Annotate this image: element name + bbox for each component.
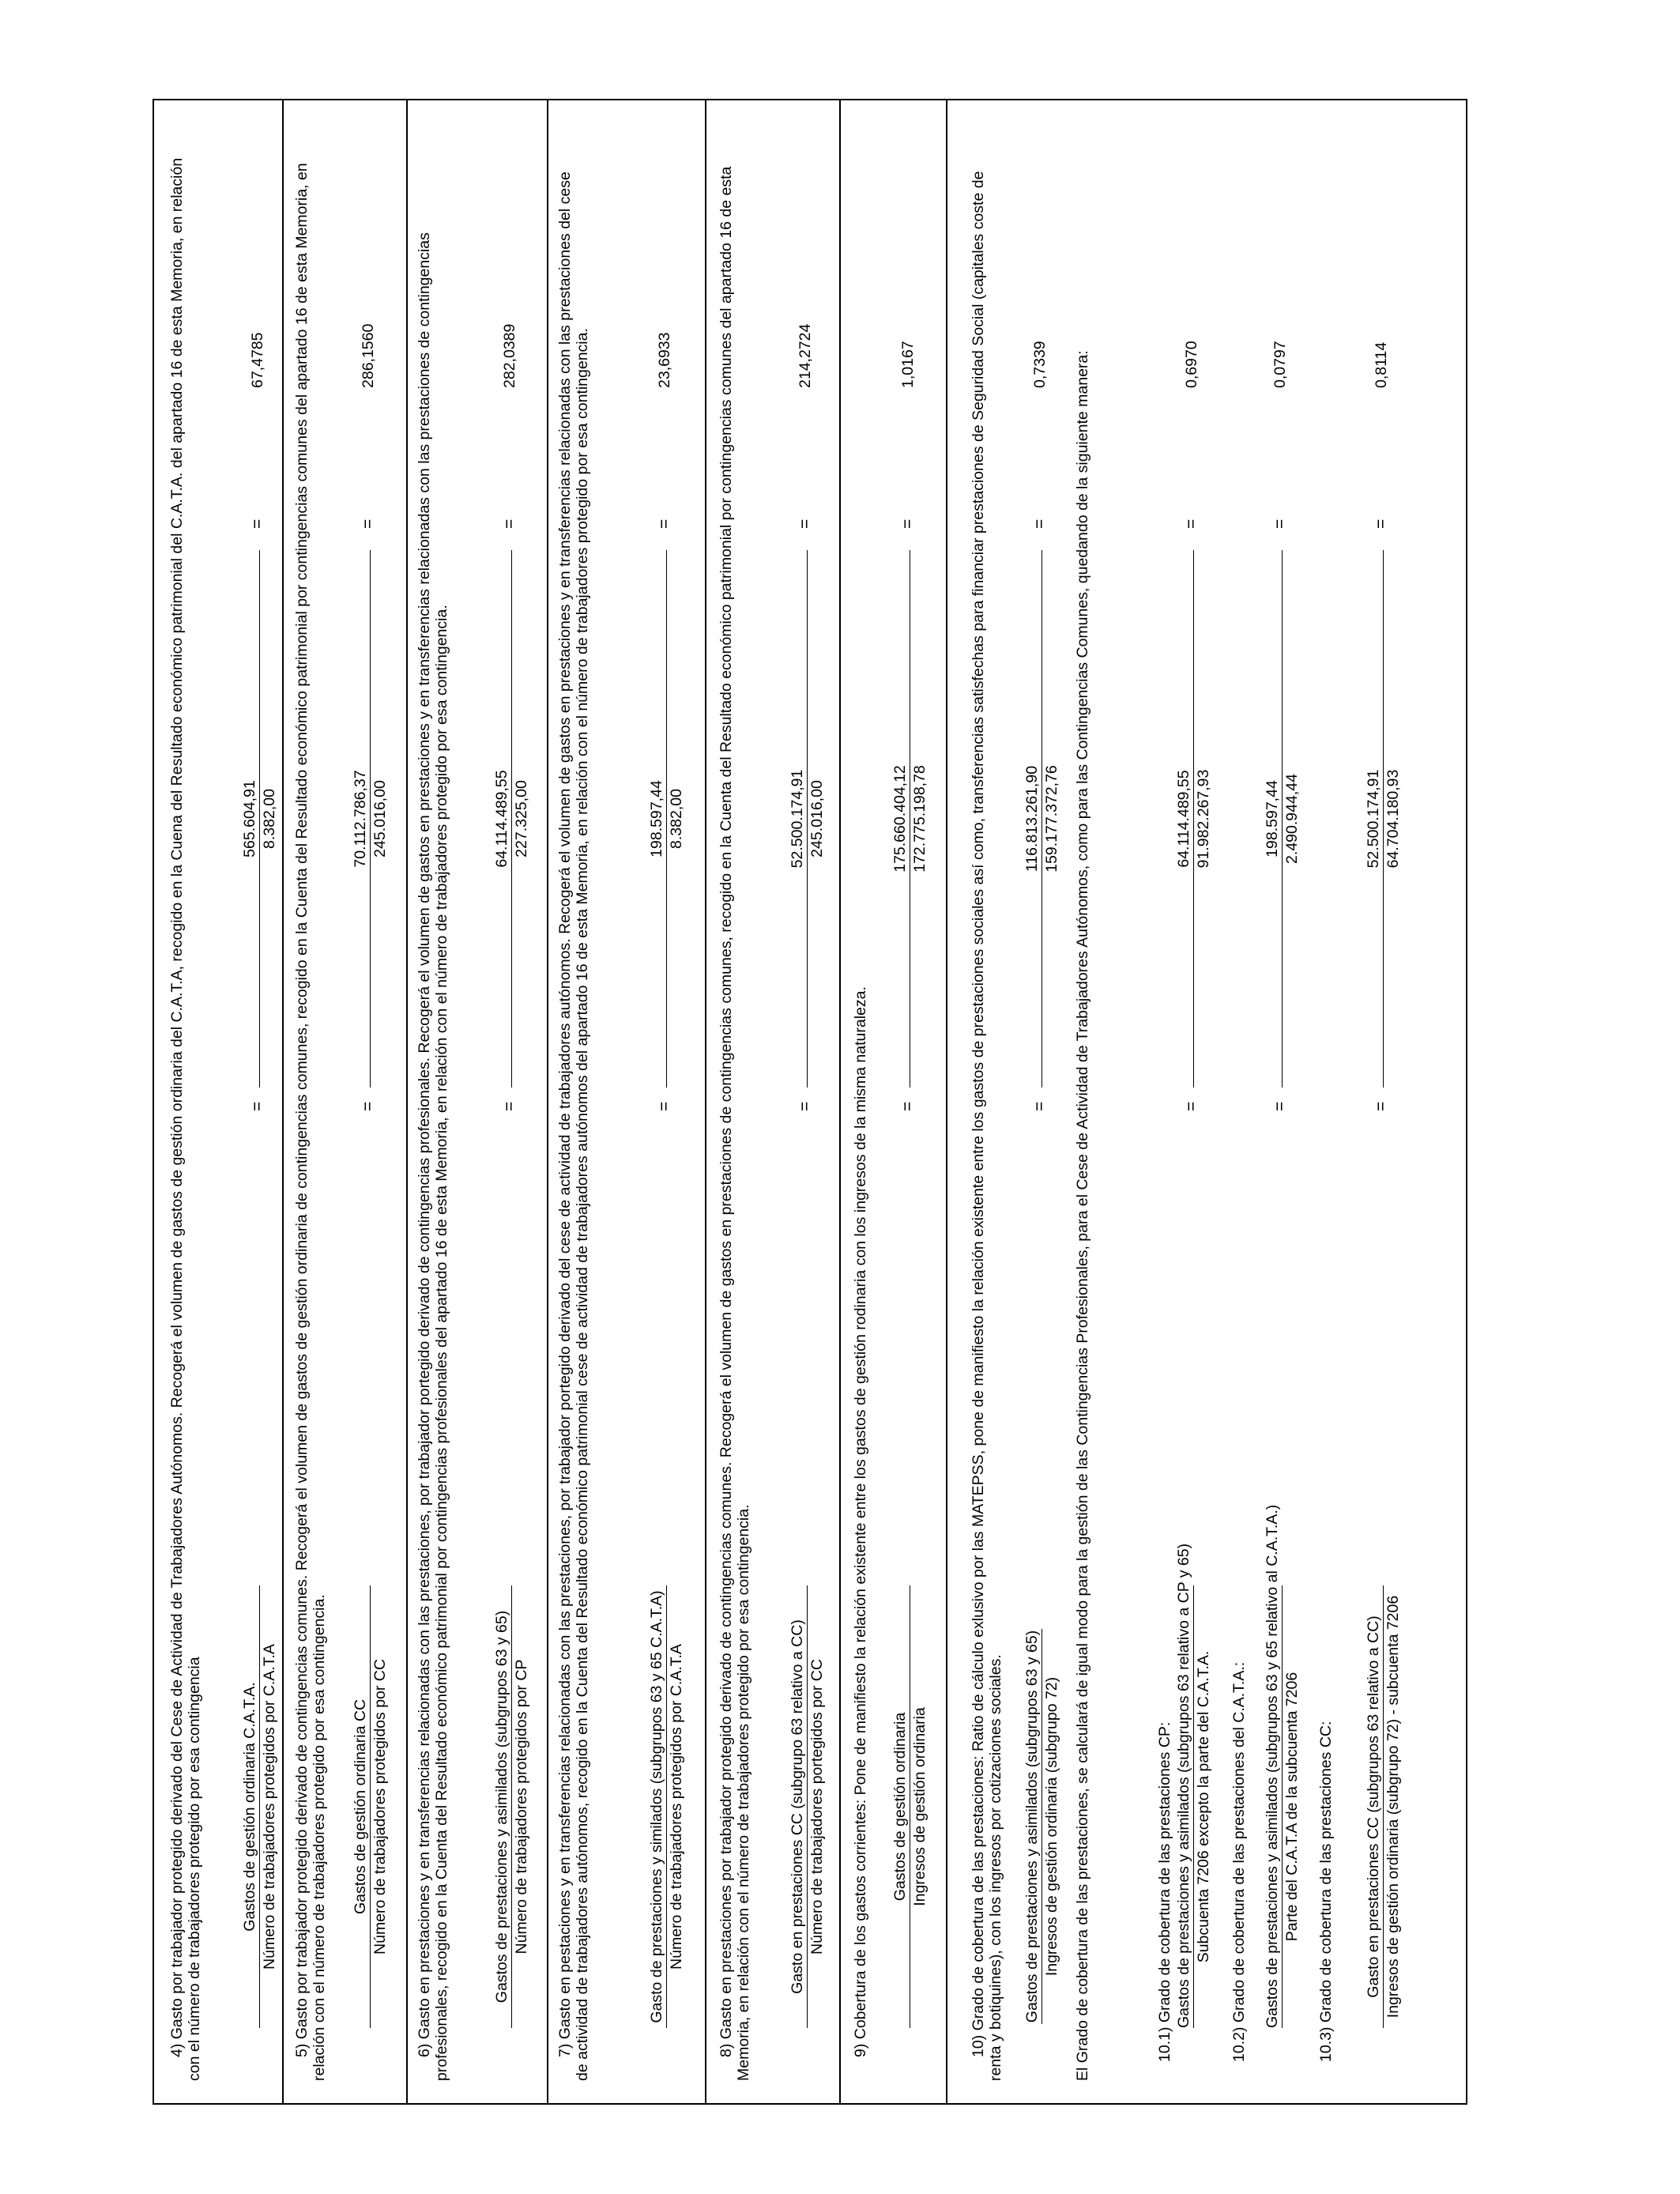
label-denominator: Parte del C.A.T.A de la subcuenta 7206 bbox=[1283, 1672, 1301, 1942]
section-6-intro: 6) Gasto en prestaciones y en transferencias relacionadas con las prestaciones, por trabajador portegido derivado de contingencias profesionales. Recogerá el volumen de gastos en prestaciones y en transferencias relacionadas con las prestaciones de contingencias profesionales, recogido en la Cuenta del Resultado económico patrimonial por contingencias profesionales del apartado 16 de esta Memoria, en relación con el número de trabajadores protegido por esa contingencia. bbox=[416, 232, 450, 2081]
sub-10-3-result: 0,8114 bbox=[1373, 341, 1390, 388]
fraction-line bbox=[370, 550, 371, 1088]
equals-sign: = bbox=[359, 1101, 377, 1111]
value-denominator: 227.325,00 bbox=[513, 780, 530, 858]
equals-sign: = bbox=[796, 1101, 814, 1111]
label-denominator: Número de trabajadores protegidos por CP bbox=[513, 1659, 530, 1955]
label-denominator: Ingresos de gestión ordinaria bbox=[911, 1707, 929, 1906]
equals-sign: = bbox=[500, 1101, 518, 1111]
sub-10-3-title: 10.3) Grado de cobertura de las prestaciones CC: bbox=[1317, 1721, 1335, 2062]
value-numerator: 198.597,44 bbox=[648, 780, 665, 858]
value-numerator: 52.500.174,91 bbox=[1365, 769, 1382, 869]
fraction-line bbox=[807, 550, 808, 1088]
label-denominator: Número de trabajadores protegidos por C.A.T.A bbox=[668, 1644, 685, 1970]
section-4-result: 67,4785 bbox=[249, 332, 266, 388]
equals-sign: = bbox=[1372, 1101, 1390, 1111]
value-numerator: 116.813.261,90 bbox=[1023, 765, 1041, 873]
label-denominator: Número de trabajadores protegidos por CC bbox=[371, 1659, 389, 1955]
section-5-result: 286,1560 bbox=[360, 323, 377, 388]
section-8 bbox=[705, 100, 839, 2103]
value-numerator: 64.114.489,55 bbox=[1175, 770, 1192, 868]
label-numerator: Gastos de prestaciones y asimilados (subgrupos 63 y 65) bbox=[1023, 1630, 1041, 2023]
fraction-line bbox=[1282, 1585, 1283, 2028]
label-numerator: Gasto de prestaciones y similados (subgrupos 63 y 65 C.A.T.A) bbox=[648, 1590, 665, 2023]
fraction-line bbox=[807, 1585, 808, 2028]
section-5 bbox=[282, 100, 406, 2103]
label-numerator: Gasto en prestaciones CC (subgrupo 63 relativo a CC) bbox=[789, 1619, 806, 1994]
value-denominator: 8.382,00 bbox=[668, 789, 685, 849]
value-denominator: 159.177.372,76 bbox=[1043, 765, 1060, 873]
document-frame bbox=[153, 99, 1467, 2105]
label-denominator: Ingresos de gestión ordinaria (subgrupo 72) bbox=[1043, 1676, 1060, 1977]
value-numerator: 70.112.786,37 bbox=[352, 770, 369, 868]
equals-sign: = bbox=[1182, 518, 1200, 529]
section-10 bbox=[946, 100, 1466, 2103]
label-denominator: Número de trabajadores portegidos por CC bbox=[808, 1659, 826, 1955]
fraction-line bbox=[1282, 550, 1283, 1088]
section-9-result: 1,0167 bbox=[899, 341, 917, 388]
label-denominator: Ingresos de gestión ordinaria (subgrupo 72) - subcuenta 7206 bbox=[1384, 1595, 1402, 2019]
section-9 bbox=[839, 100, 946, 2103]
section-8-intro: 8) Gasto en prestaciones por trabajador protegido derivado de contingencias comunes. Recogerá el volumen de gastos en prestaciones de contingencias comunes, recogido en la Cuenta del Resultado económico patrimonial por contingencias comunes del apartado 16 de esta Memoria, en relación con el número de trabajadores protegido por esa contingencia. bbox=[718, 166, 752, 2081]
equals-sign: = bbox=[359, 518, 377, 529]
value-denominator: 245.016,00 bbox=[371, 780, 389, 858]
value-denominator: 245.016,00 bbox=[808, 780, 826, 858]
section-10-intro: 10) Grado de cobertura de las prestaciones: Ratio de cálculo exlusivo por las MATEPSS, pone de manifiesto la relación existente entre los gastos de prestaciones sociales así como, transferencias satisfechas para financiar prestaciones de Seguridad Social (capitales coste de renta y botiquines), con los ingresos por cotizaciones sociales. bbox=[970, 171, 1004, 2081]
sub-10-2-title: 10.2) Grado de cobertura de las prestaciones del C.A.T.A.: bbox=[1230, 1661, 1248, 2062]
sub-10-1-result: 0,6970 bbox=[1183, 341, 1200, 388]
fraction-line bbox=[1193, 1585, 1194, 2028]
value-denominator: 64.704.180,93 bbox=[1384, 769, 1402, 869]
fraction-line bbox=[370, 1585, 371, 2028]
value-numerator: 64.114.489,55 bbox=[493, 770, 510, 868]
fraction-line bbox=[1383, 550, 1384, 1088]
equals-sign: = bbox=[1271, 518, 1289, 529]
section-4 bbox=[154, 100, 282, 2103]
section-7-result: 23,6933 bbox=[656, 332, 673, 388]
value-numerator: 175.660.404,12 bbox=[891, 765, 909, 873]
value-denominator: 91.982.267,93 bbox=[1195, 769, 1212, 869]
equals-sign: = bbox=[1271, 1101, 1289, 1111]
label-numerator: Gastos de gestión ordinaria CC bbox=[352, 1698, 369, 1915]
section-6-result: 282,0389 bbox=[501, 323, 518, 388]
equals-sign: = bbox=[1372, 518, 1390, 529]
equals-sign: = bbox=[248, 1101, 266, 1111]
equals-sign: = bbox=[1182, 1101, 1200, 1111]
section-6 bbox=[406, 100, 547, 2103]
sub-10-1-title: 10.1) Grado de cobertura de las prestaciones CP: bbox=[1156, 1721, 1173, 2062]
section-8-result: 214,2724 bbox=[797, 323, 814, 388]
equals-sign: = bbox=[248, 518, 266, 529]
section-4-intro: 4) Gasto por trabajador protegido derivado del Cese de Actividad de Trabajadores Autónomos. Recogerá el volumen de gastos de gestión ordinaria del C.A.T.A, recogido en la Cuena del Resultado económico patrimonial del C.A.T.A. del apartado 16 de esta Memoria, en relación con el número de trabajadores protegido por esa contingencia bbox=[168, 157, 203, 2081]
fraction-line bbox=[511, 550, 512, 1088]
label-numerator: Gasto en prestaciones CC (subgrupos 63 relativo a CC) bbox=[1365, 1615, 1382, 1998]
section-10-mid-text: El Grado de cobertura de las prestaciones, se calculará de igual modo para la gestión de las Contingencias Profesionales, para el Cese de Actividad de Trabajadores Autónomos, como para las Contingencias Comunes, quedando de la siguiente manera: bbox=[1074, 350, 1091, 2081]
label-denominator: Número de trabajadores protegidos por C.A.T.A bbox=[261, 1644, 278, 1970]
sub-10-2-result: 0,0797 bbox=[1271, 341, 1289, 388]
equals-sign: = bbox=[898, 518, 917, 529]
fraction-line bbox=[666, 550, 667, 1088]
equals-sign: = bbox=[500, 518, 518, 529]
equals-sign: = bbox=[796, 518, 814, 529]
fraction-line bbox=[259, 1585, 260, 2028]
label-numerator: Gastos de gestión ordinaria bbox=[891, 1712, 909, 1902]
value-denominator: 8.382,00 bbox=[261, 789, 278, 849]
fraction-line bbox=[1383, 1585, 1384, 2028]
value-numerator: 52.500.174,91 bbox=[789, 769, 806, 869]
equals-sign: = bbox=[655, 518, 673, 529]
fraction-line bbox=[511, 1585, 512, 2028]
section-10-result: 0,7339 bbox=[1031, 341, 1049, 388]
value-denominator: 172.775.198,78 bbox=[911, 765, 929, 873]
section-5-intro: 5) Gasto por trabajador protegido derivado de contingencias comunes. Recogerá el volumen de gastos de gestión ordinaria de contingencias comunes, recogido en la Cuenta del Resultado económico patrimonial por contingencias comunes del apartado 16 de esta Memoria, en relación con el número de trabajadores protegido por esa contingencia. bbox=[293, 163, 328, 2081]
rotated-page bbox=[154, 100, 1466, 2103]
label-numerator: Gastos de prestaciones y asimilados (subgrupos 63 y 65 relativo al C.A.T.A.) bbox=[1264, 1504, 1281, 2028]
equals-sign: = bbox=[655, 1101, 673, 1111]
fraction-line bbox=[1193, 550, 1194, 1088]
value-denominator: 2.490.944,44 bbox=[1283, 774, 1301, 864]
label-numerator: Gastos de prestaciones y asimilados (subgrupos 63 y 65) bbox=[493, 1610, 510, 2004]
value-numerator: 565.604,91 bbox=[241, 780, 258, 858]
equals-sign: = bbox=[1030, 1101, 1049, 1111]
section-9-intro: 9) Cobertura de los gastos corrientes: Pone de manifiesto la relación existente entre los gastos de gestión rodinaria con los ingresos de la misma naturaleza. bbox=[852, 986, 869, 2057]
fraction-line bbox=[666, 1585, 667, 2028]
fraction-line bbox=[259, 550, 260, 1088]
value-numerator: 198.597,44 bbox=[1264, 780, 1281, 858]
section-7 bbox=[547, 100, 705, 2103]
label-numerator: Gastos de prestaciones y asimilados (subgrupos 63 relativo a CP y 65) bbox=[1175, 1543, 1192, 2028]
label-denominator: Subcuenta 7206 excepto la parte del C.A.T.A. bbox=[1195, 1650, 1212, 1963]
equals-sign: = bbox=[1030, 518, 1049, 529]
equals-sign: = bbox=[898, 1101, 917, 1111]
label-numerator: Gastos de gestión ordinaria C.A.T.A. bbox=[241, 1682, 258, 1932]
section-7-intro: 7) Gasto en pestaciones y en transferencias relacionadas con las prestaciones, por trabajador portegido derivado del cese de actividad de trabajadores autónomos. Recogerá el volumen de gastos en prestaciones y en transferencias relacionadas con las prestaciones del cese de actividad de trabajadores autónomos, recogido en la Cuenta del Resultado económico patrimonial cese de actividad de trabajadores autónomos del apartado 16 de esta Memoria, en relación con el número de trabajadores protegido por esa contingencia. bbox=[556, 172, 591, 2081]
